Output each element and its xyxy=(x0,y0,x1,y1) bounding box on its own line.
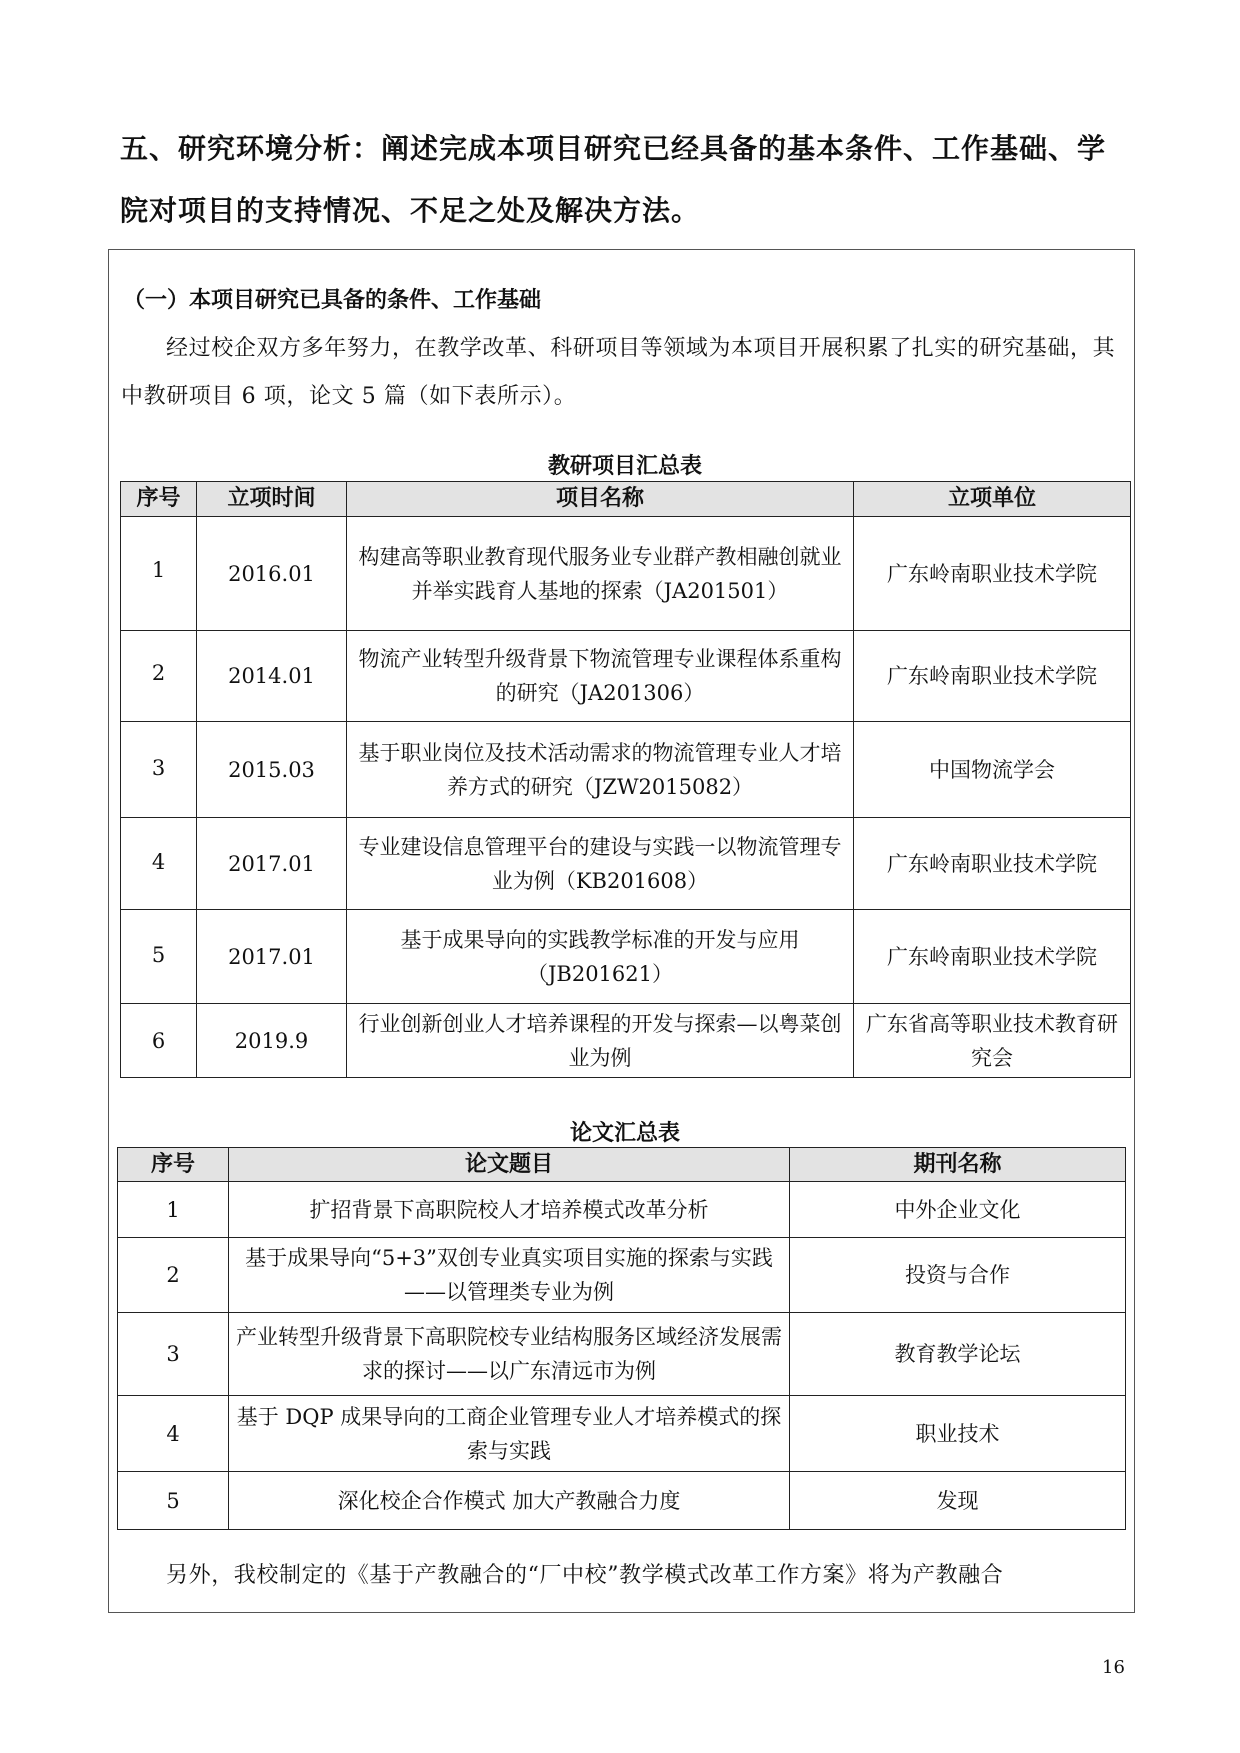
cell-project-name: 行业创新创业人才培养课程的开发与探索—以粤菜创业为例 xyxy=(347,1004,854,1078)
closing-paragraph: 另外，我校制定的《基于产教融合的“厂中校”教学模式改革工作方案》将为产教融合 xyxy=(166,1563,1004,1588)
table-row xyxy=(121,631,1131,722)
cell-journal: 投资与合作 xyxy=(790,1238,1126,1313)
cell-project-name: 基于职业岗位及技术活动需求的物流管理专业人才培养方式的研究（JZW2015082） xyxy=(347,722,854,818)
table-row xyxy=(118,1182,1126,1238)
cell-no: 6 xyxy=(121,1004,197,1078)
cell-project-name: 专业建设信息管理平台的建设与实践一以物流管理专业为例（KB201608） xyxy=(347,818,854,910)
projects-table-caption: 教研项目汇总表 xyxy=(547,454,702,479)
cell-journal: 发现 xyxy=(790,1472,1126,1530)
cell-no: 4 xyxy=(121,818,197,910)
cell-project-name: 基于成果导向的实践教学标准的开发与应用（JB201621） xyxy=(347,910,854,1004)
papers-table xyxy=(117,1147,1126,1530)
cell-project-name: 构建高等职业教育现代服务业专业群产教相融创就业并举实践育人基地的探索（JA201501） xyxy=(347,517,854,631)
cell-paper-title: 基于 DQP 成果导向的工商企业管理专业人才培养模式的探索与实践 xyxy=(229,1396,790,1472)
cell-journal: 职业技术 xyxy=(790,1396,1126,1472)
cell-no: 5 xyxy=(118,1472,229,1530)
cell-no: 2 xyxy=(121,631,197,722)
header-cell-title: 论文题目 xyxy=(229,1148,790,1182)
cell-no: 1 xyxy=(121,517,197,631)
cell-unit: 广东岭南职业技术学院 xyxy=(854,631,1131,722)
table-row xyxy=(121,910,1131,1004)
cell-unit: 广东岭南职业技术学院 xyxy=(854,517,1131,631)
table-row xyxy=(118,1313,1126,1396)
page-number: 16 xyxy=(1102,1657,1125,1678)
cell-date: 2015.03 xyxy=(197,722,347,818)
cell-unit: 广东岭南职业技术学院 xyxy=(854,910,1131,1004)
cell-date: 2016.01 xyxy=(197,517,347,631)
cell-date: 2017.01 xyxy=(197,818,347,910)
table-row xyxy=(118,1396,1126,1472)
cell-no: 4 xyxy=(118,1396,229,1472)
cell-unit: 中国物流学会 xyxy=(854,722,1131,818)
header-cell-name: 项目名称 xyxy=(347,482,854,517)
table-row xyxy=(118,1238,1126,1313)
table-row xyxy=(121,517,1131,631)
table-row xyxy=(121,818,1131,910)
cell-date: 2017.01 xyxy=(197,910,347,1004)
cell-project-name: 物流产业转型升级背景下物流管理专业课程体系重构的研究（JA201306） xyxy=(347,631,854,722)
cell-unit: 广东省高等职业技术教育研究会 xyxy=(854,1004,1131,1078)
cell-no: 3 xyxy=(121,722,197,818)
cell-date: 2014.01 xyxy=(197,631,347,722)
projects-table-header xyxy=(121,482,1131,517)
cell-paper-title: 深化校企合作模式 加大产教融合力度 xyxy=(229,1472,790,1530)
table-row xyxy=(121,1004,1131,1078)
cell-paper-title: 产业转型升级背景下高职院校专业结构服务区域经济发展需求的探讨——以广东清远市为例 xyxy=(229,1313,790,1396)
cell-no: 1 xyxy=(118,1182,229,1238)
table-row xyxy=(118,1472,1126,1530)
header-cell-date: 立项时间 xyxy=(197,482,347,517)
cell-paper-title: 基于成果导向“5+3”双创专业真实项目实施的探索与实践——以管理类专业为例 xyxy=(229,1238,790,1313)
cell-date: 2019.9 xyxy=(197,1004,347,1078)
header-cell-no: 序号 xyxy=(118,1148,229,1182)
papers-table-caption: 论文汇总表 xyxy=(569,1121,680,1146)
header-cell-unit: 立项单位 xyxy=(854,482,1131,517)
cell-no: 3 xyxy=(118,1313,229,1396)
intro-paragraph: 经过校企双方多年努力，在教学改革、科研项目等领域为本项目开展积累了扎实的研究基础，其中教研项目 6 项，论文 5 篇（如下表所示）。 xyxy=(121,336,1116,409)
cell-no: 2 xyxy=(118,1238,229,1313)
cell-no: 5 xyxy=(121,910,197,1004)
cell-journal: 教育教学论坛 xyxy=(790,1313,1126,1396)
papers-table-header xyxy=(118,1148,1126,1182)
cell-unit: 广东岭南职业技术学院 xyxy=(854,818,1131,910)
header-cell-journal: 期刊名称 xyxy=(790,1148,1126,1182)
cell-paper-title: 扩招背景下高职院校人才培养模式改革分析 xyxy=(229,1182,790,1238)
section-title: 五、研究环境分析：阐述完成本项目研究已经具备的基本条件、工作基础、学院对项目的支持情况、不足之处及解决方法。 xyxy=(120,132,1107,227)
sub-heading: （一）本项目研究已具备的条件、工作基础 xyxy=(123,288,542,313)
cell-journal: 中外企业文化 xyxy=(790,1182,1126,1238)
header-cell-no: 序号 xyxy=(121,482,197,517)
projects-table xyxy=(120,481,1131,1078)
table-row xyxy=(121,722,1131,818)
